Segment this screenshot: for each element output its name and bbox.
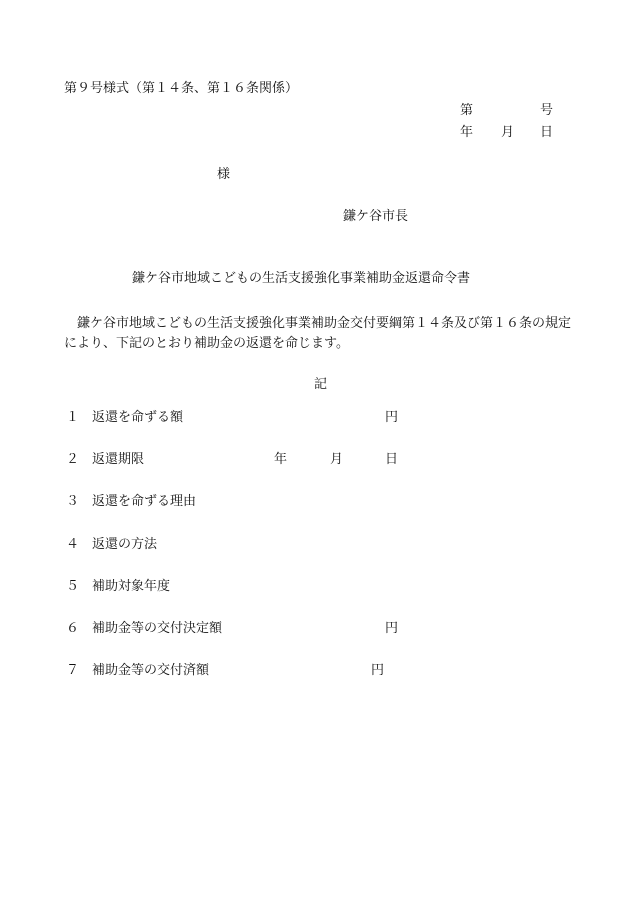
item-number: １ — [66, 410, 80, 425]
form-label: 第９号様式（第１４条、第１６条関係） — [64, 81, 299, 96]
item-label: 返還を命ずる額 — [92, 410, 184, 425]
addressee-suffix: 様 — [217, 167, 231, 182]
item-label: 返還を命ずる理由 — [92, 494, 197, 509]
body-text: 鎌ケ谷市地域こどもの生活支援強化事業補助金交付要綱第１４条及び第１６条の規定により、下記のとおり補助金の返還を命じます。 — [64, 316, 572, 351]
item-label: 補助金等の交付決定額 — [92, 621, 223, 636]
item-label: 返還の方法 — [92, 537, 158, 552]
item-number: ２ — [66, 452, 80, 467]
date-day: 日 — [540, 125, 554, 140]
item-unit: 円 — [385, 410, 399, 425]
item-number: ４ — [66, 537, 80, 552]
deadline-year: 年 — [274, 452, 288, 467]
item-number: ７ — [66, 663, 80, 678]
ki-label: 記 — [314, 377, 328, 392]
item-label: 補助金等の交付済額 — [92, 663, 210, 678]
item-label: 補助対象年度 — [92, 579, 171, 594]
document-title: 鎌ケ谷市地域こどもの生活支援強化事業補助金返還命令書 — [132, 271, 471, 286]
document-number-suffix: 号 — [540, 103, 554, 118]
deadline-day: 日 — [385, 452, 399, 467]
item-number: ３ — [66, 494, 80, 509]
item-number: ６ — [66, 621, 80, 636]
item-number: ５ — [66, 579, 80, 594]
body-paragraph — [64, 314, 574, 354]
date-year: 年 — [460, 125, 474, 140]
item-unit: 円 — [385, 621, 399, 636]
item-unit: 円 — [371, 663, 385, 678]
deadline-month: 月 — [330, 452, 344, 467]
issuer: 鎌ケ谷市長 — [343, 209, 409, 224]
date-month: 月 — [501, 125, 515, 140]
item-label: 返還期限 — [92, 452, 145, 467]
document-number-prefix: 第 — [460, 103, 474, 118]
